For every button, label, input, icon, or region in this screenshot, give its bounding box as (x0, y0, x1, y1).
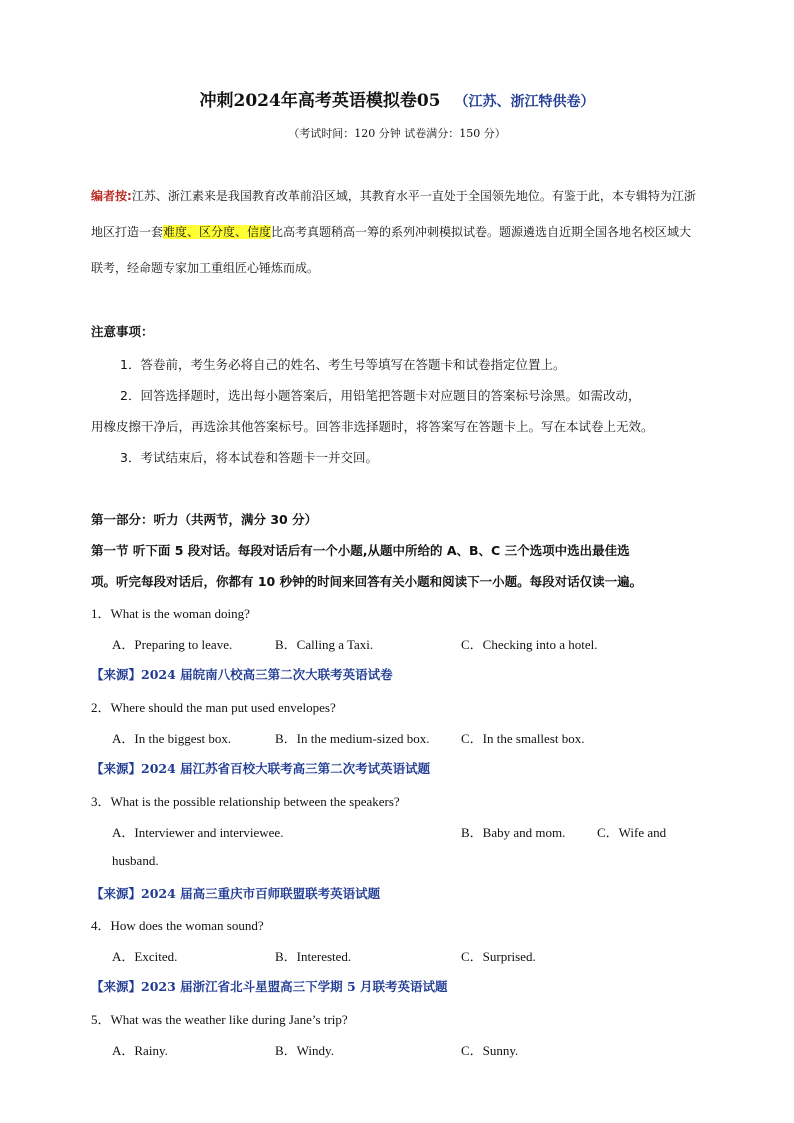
editor-note (91, 178, 711, 286)
editor-note-line-1 (91, 178, 711, 214)
notice-item-1: 1．答卷前，考生务必将自己的姓名、考生号等填写在答题卡和试卷指定位置上。 (120, 357, 566, 372)
title-main: 冲刺2024年高考英语模拟卷05 (199, 91, 441, 111)
notice-item-3: 3．考试结束后，将本试卷和答题卡一并交回。 (120, 450, 378, 465)
document-title (0, 86, 794, 111)
editor-note-text: 地区打造一套 (91, 225, 164, 239)
editor-note-line-3: 联考，经命题专家加工重组匠心锤炼而成。 (91, 261, 320, 275)
notice-title: 注意事项： (91, 324, 154, 339)
option-a: A．Interviewer and interviewee. (112, 825, 284, 840)
section-1-instructions-cont: 项。听完每段对话后，你都有 10 秒钟的时间来回答有关小题和阅读下一小题。每段对话仅读一遍。 (91, 574, 643, 589)
question-stem: 5．What was the weather like during Jane’s trip? (91, 1012, 348, 1027)
option-b: B．Interested. (275, 949, 352, 964)
option-c: C．Checking into a hotel. (461, 637, 598, 652)
question-source: 【来源】2024 届高三重庆市百师联盟联考英语试题 (91, 886, 381, 901)
option-b: B．Baby and mom. (461, 825, 566, 840)
option-c: C．In the smallest box. (461, 731, 585, 746)
option-c: C．Surprised. (461, 949, 536, 964)
editor-note-text: 江苏、浙江素来是我国教育改革前沿区域，其教育水平一直处于全国领先地位。有鉴于此，本专辑特为江浙 (131, 189, 696, 203)
highlighted-text: 难度、区分度、信度 (163, 225, 272, 239)
question-source: 【来源】2023 届浙江省北斗星盟高三下学期 5 月联考英语试题 (91, 979, 448, 994)
question-stem: 2．Where should the man put used envelopes? (91, 700, 336, 715)
option-a: A．Rainy. (112, 1043, 168, 1058)
option-c: C．Wife and (597, 825, 667, 840)
option-b: B．Calling a Taxi. (275, 637, 374, 652)
editor-note-line-2 (91, 214, 711, 250)
option-b: B．Windy. (275, 1043, 334, 1058)
option-a: A．Excited. (112, 949, 178, 964)
option-b: B．In the medium-sized box. (275, 731, 430, 746)
question-source: 【来源】2024 届江苏省百校大联考高三第二次考试英语试题 (91, 761, 431, 776)
option-a: A．In the biggest box. (112, 731, 232, 746)
question-stem: 3．What is the possible relationship between the speakers? (91, 794, 400, 809)
editor-note-label: 编者按: (91, 189, 132, 203)
editor-note-text: 比高考真题稍高一筹的系列冲刺模拟试卷。题源遴选自近期全国各地名校区域大 (271, 225, 692, 239)
option-a: A．Preparing to leave. (112, 637, 233, 652)
part-1-title: 第一部分：听力（共两节，满分 30 分） (91, 512, 318, 527)
notice-item-2: 2．回答选择题时，选出每小题答案后，用铅笔把答题卡对应题目的答案标号涂黑。如需改动， (120, 388, 641, 403)
section-1-instructions: 第一节 听下面 5 段对话。每段对话后有一个小题,从题中所给的 A、B、C 三个选项中选出最佳选 (91, 543, 630, 558)
title-subtitle: （江苏、浙江特供卷） (454, 94, 595, 110)
option-c-cont: husband. (112, 853, 159, 868)
notice-item-2-cont: 用橡皮擦干净后，再选涂其他答案标号。回答非选择题时，将答案写在答题卡上。写在本试卷上无效。 (91, 419, 654, 434)
question-stem: 4．How does the woman sound? (91, 918, 264, 933)
question-stem: 1．What is the woman doing? (91, 606, 250, 621)
exam-info: （考试时间：120 分钟 试卷满分：150 分） (288, 127, 506, 140)
option-c: C．Sunny. (461, 1043, 519, 1058)
question-source: 【来源】2024 届皖南八校高三第二次大联考英语试卷 (91, 667, 393, 682)
